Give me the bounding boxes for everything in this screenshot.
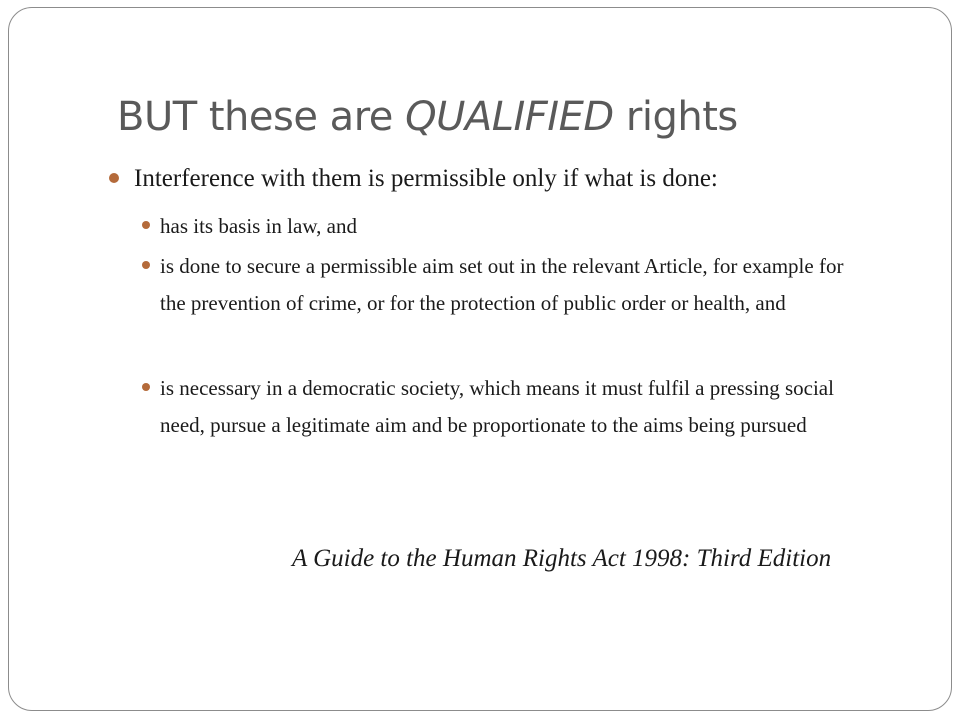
sub-bullet-text: is necessary in a democratic society, which means it must fulfil a pressing social need, pursue a legitimate aim and be proportionate to the aims being pursued <box>160 376 834 437</box>
slide-title <box>117 94 738 140</box>
bullet-dot-icon <box>142 383 150 391</box>
sub-bullet <box>160 370 860 444</box>
bullet-dot-icon <box>142 221 150 229</box>
title-suffix: rights <box>613 94 738 140</box>
citation: A Guide to the Human Rights Act 1998: Third Edition <box>292 545 832 572</box>
sub-bullet-text: is done to secure a permissible aim set out in the relevant Article, for example for the prevention of crime, or for the protection of public order or health, and <box>160 254 844 315</box>
bullet-dot-icon <box>109 173 119 183</box>
title-prefix: BUT these are <box>117 94 406 140</box>
slide-frame <box>8 7 952 711</box>
sub-bullet-text: has its basis in law, and <box>160 214 357 238</box>
main-bullet <box>134 163 894 195</box>
main-bullet-text: Interference with them is permissible only if what is done: <box>134 165 718 192</box>
sub-bullet <box>160 208 860 245</box>
sub-bullet <box>160 248 860 322</box>
title-emphasis: QUALIFIED <box>405 94 614 140</box>
bullet-dot-icon <box>142 261 150 269</box>
